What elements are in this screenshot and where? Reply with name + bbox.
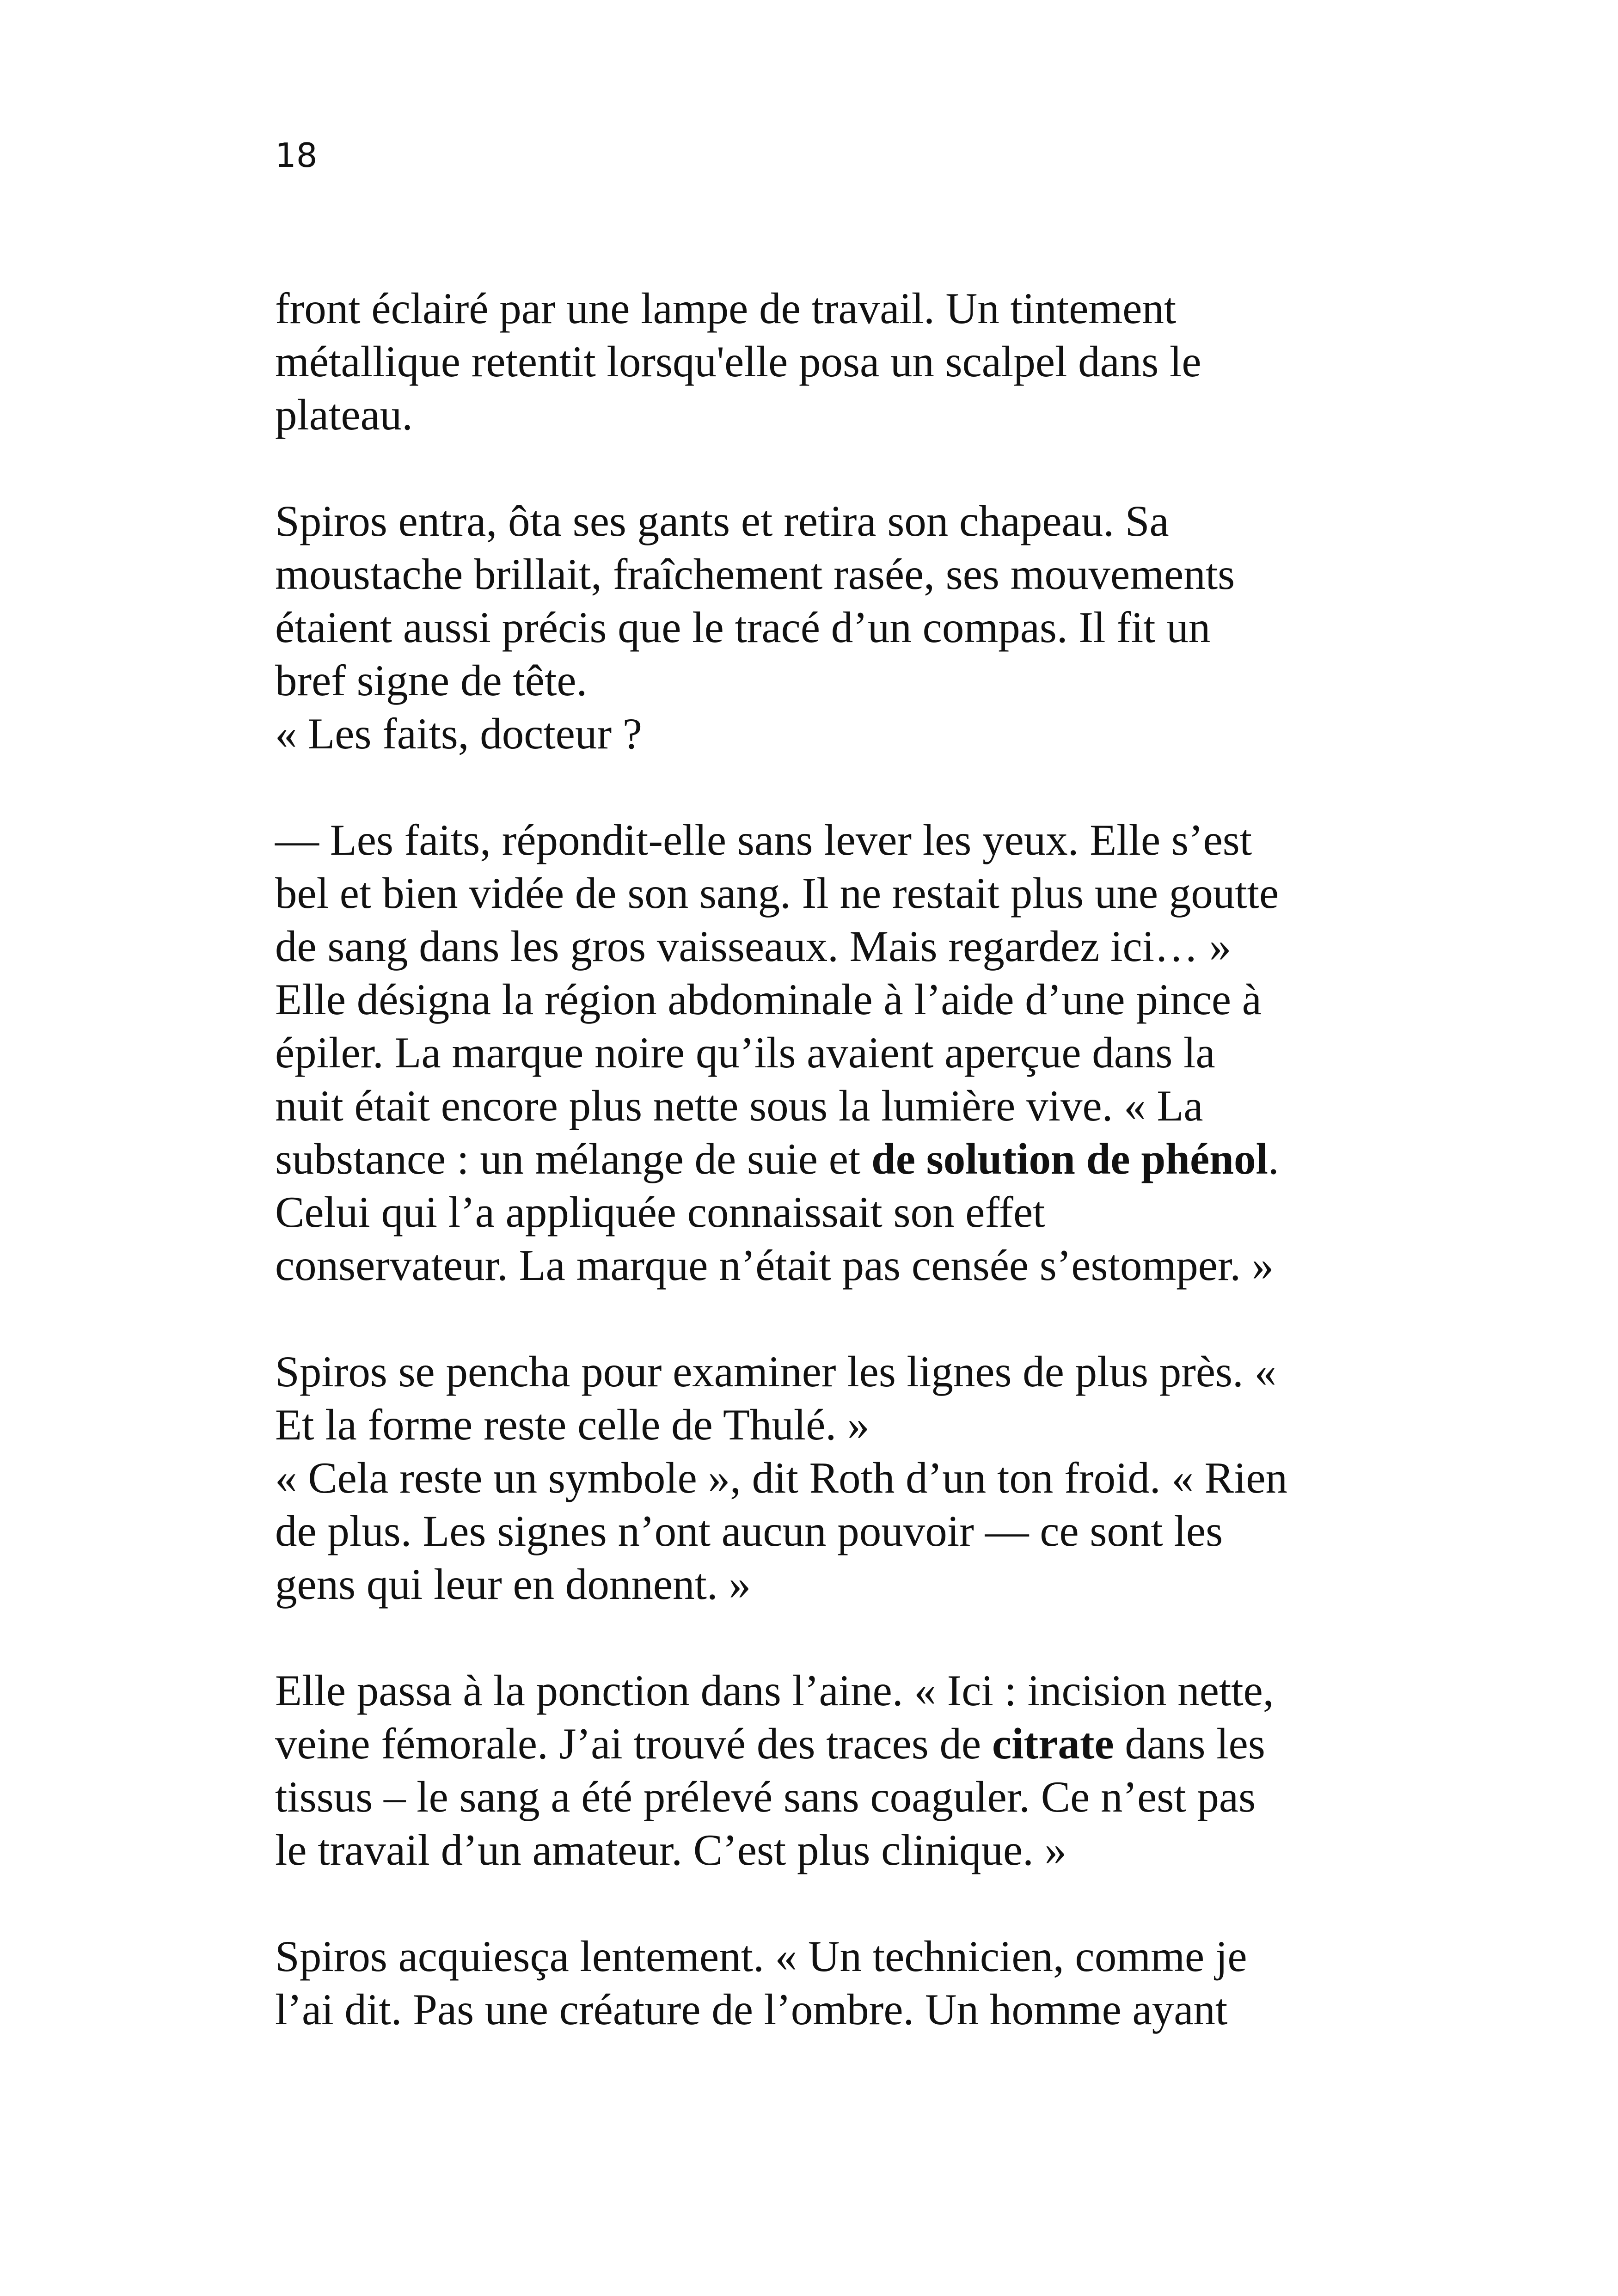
text-line: Spiros acquiesça lentement. « Un technicien, comme je (275, 1932, 1247, 1981)
text-segment: . (1268, 1134, 1279, 1183)
text-line: l’ai dit. Pas une créature de l’ombre. Un homme ayant (275, 1985, 1228, 2034)
text-line: — Les faits, répondit-elle sans lever les yeux. Elle s’est (275, 815, 1252, 864)
text-segment: substance : un mélange de suie et (275, 1134, 872, 1183)
text-line: bref signe de tête. (275, 656, 588, 705)
text-line-with-bold (275, 1133, 1385, 1186)
text-line: de plus. Les signes n’ont aucun pouvoir — ce sont les (275, 1506, 1223, 1555)
text-line: le travail d’un amateur. C’est plus clinique. » (275, 1825, 1067, 1874)
text-line: conservateur. La marque n’était pas censée s’estomper. » (275, 1241, 1274, 1290)
text-line: gens qui leur en donnent. » (275, 1560, 751, 1609)
text-line: étaient aussi précis que le tracé d’un compas. Il fit un (275, 603, 1211, 652)
bold-term: de solution de phénol (871, 1134, 1268, 1183)
paragraph (275, 1664, 1385, 1877)
text-line: Elle passa à la ponction dans l’aine. « Ici : incision nette, (275, 1666, 1274, 1715)
text-line: Spiros entra, ôta ses gants et retira son chapeau. Sa (275, 496, 1169, 545)
text-line-with-bold (275, 1717, 1385, 1770)
paragraph (275, 1345, 1385, 1611)
text-line: bel et bien vidée de son sang. Il ne restait plus une goutte (275, 869, 1279, 918)
text-line: plateau. (275, 390, 413, 439)
text-line: métallique retentit lorsqu'elle posa un scalpel dans le (275, 337, 1201, 386)
text-line: nuit était encore plus nette sous la lumière vive. « La (275, 1081, 1203, 1130)
text-line: front éclairé par une lampe de travail. Un tintement (275, 284, 1177, 333)
text-line: moustache brillait, fraîchement rasée, ses mouvements (275, 550, 1235, 599)
text-line: « Cela reste un symbole », dit Roth d’un ton froid. « Rien (275, 1453, 1288, 1502)
page-number: 18 (275, 136, 318, 175)
text-line: de sang dans les gros vaisseaux. Mais regardez ici… » (275, 922, 1232, 971)
text-segment: dans les (1114, 1719, 1265, 1768)
text-line: Et la forme reste celle de Thulé. » (275, 1400, 870, 1449)
paragraph (275, 814, 1385, 1292)
text-line: épiler. La marque noire qu’ils avaient aperçue dans la (275, 1028, 1215, 1077)
text-line: Celui qui l’a appliquée connaissait son effet (275, 1188, 1045, 1237)
text-line: Spiros se pencha pour examiner les lignes de plus près. « (275, 1347, 1277, 1396)
bold-term: citrate (992, 1719, 1114, 1768)
text-segment: veine fémorale. J’ai trouvé des traces de (275, 1719, 992, 1768)
text-line: Elle désigna la région abdominale à l’aide d’une pince à (275, 975, 1262, 1024)
text-line: tissus – le sang a été prélevé sans coaguler. Ce n’est pas (275, 1772, 1256, 1821)
paragraph (275, 1930, 1385, 2036)
body-text (275, 282, 1385, 2089)
paragraph (275, 282, 1385, 441)
paragraph (275, 495, 1385, 760)
text-line: « Les faits, docteur ? (275, 709, 643, 758)
